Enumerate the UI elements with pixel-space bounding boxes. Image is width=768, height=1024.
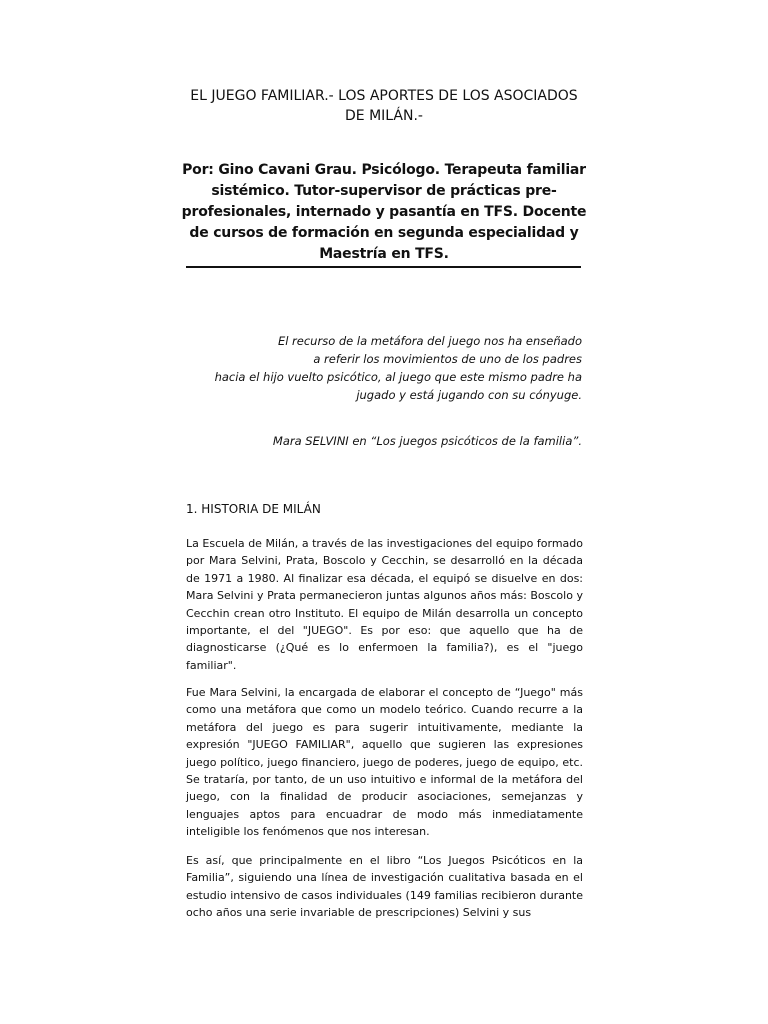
- section-heading: 1. HISTORIA DE MILÁN: [186, 502, 321, 516]
- author-byline: Por: Gino Cavani Grau. Psicólogo. Terapeuta familiar sistémico. Tutor-supervisor de prácticas pre-profesionales, internado y pasantía en TFS. Docente de cursos de formación en segunda especialidad y Maestría en TFS.: [181, 162, 587, 262]
- epigraph-line: El recurso de la metáfora del juego nos ha enseñado: [277, 334, 582, 348]
- body-paragraph: Es así, que principalmente en el libro “Los Juegos Psicóticos en la Familia”, siguiendo una línea de investigación cualitativa basada en el estudio intensivo de casos individuales (149 familias recibieron durante ocho años una serie invariable de prescripciones) Selvini y sus: [186, 854, 583, 920]
- title-divider: [186, 266, 581, 268]
- body-paragraph: La Escuela de Milán, a través de las investigaciones del equipo formado por Mara Selvini, Prata, Boscolo y Cecchin, se desarrolló en la década de 1971 a 1980. Al finalizar esa década, el equipó se disuelve en dos: Mara Selvini y Prata permanecieron juntas algunos años más: Boscolo y Cecchin crean otro Instituto. El equipo de Milán desarrolla un concepto importante, el del "JUEGO". Es por eso: que aquello que ha de diagnosticarse (¿Qué es lo enfermoen la familia?), es el "juego familiar".: [186, 537, 583, 672]
- epigraph-attribution: Mara SELVINI en “Los juegos psicóticos de la familia”.: [272, 434, 582, 448]
- epigraph-line: hacia el hijo vuelto psicótico, al juego que este mismo padre ha: [214, 370, 582, 384]
- epigraph-quote: [186, 332, 582, 404]
- epigraph-line: a referir los movimientos de uno de los padres: [313, 352, 582, 366]
- document-title: EL JUEGO FAMILIAR.- LOS APORTES DE LOS ASOCIADOS DE MILÁN.-: [190, 88, 578, 124]
- epigraph-line: jugado y está jugando con su cónyuge.: [356, 388, 582, 402]
- body-paragraph: Fue Mara Selvini, la encargada de elaborar el concepto de “Juego" más como una metáfora que como un modelo teórico. Cuando recurre a la metáfora del juego es para sugerir intuitivamente, mediante la expresión "JUEGO FAMILIAR", aquello que sugieren las expresiones juego político, juego financiero, juego de poderes, juego de equipo, etc. Se trataría, por tanto, de un uso intuitivo e informal de la metáfora del juego, con la finalidad de producir asociaciones, semejanzas y lenguajes aptos para encuadrar de modo más inmediatamente inteligible los fenómenos que nos interesan.: [186, 686, 583, 839]
